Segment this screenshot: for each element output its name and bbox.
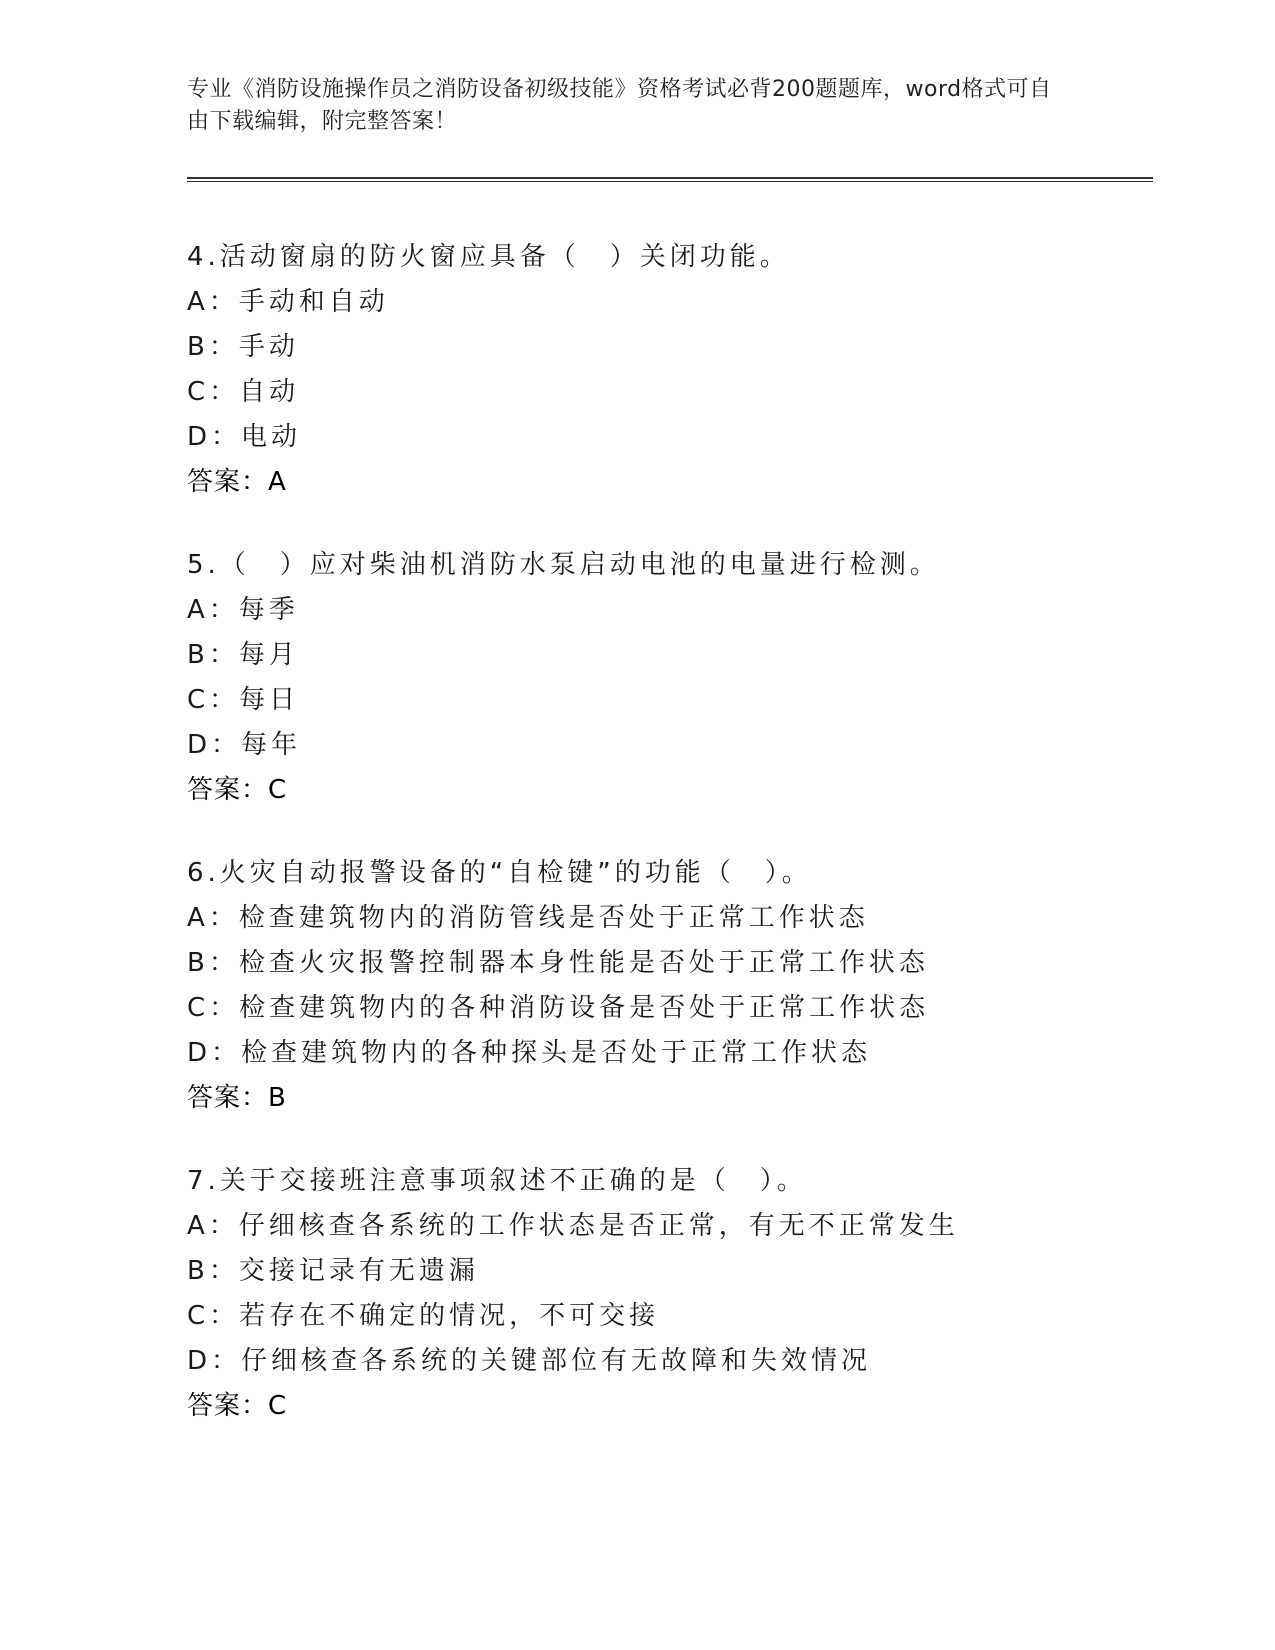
- option-a: A：仔细核查各系统的工作状态是否正常，有无不正常发生: [187, 1211, 959, 1241]
- answer-label: 答案：A: [187, 467, 287, 497]
- question-stem: 4.活动窗扇的防火窗应具备（ ）关闭功能。: [187, 242, 790, 272]
- option-b: B：手动: [187, 332, 299, 362]
- question-stem: 5.（ ）应对柴油机消防水泵启动电池的电量进行检测。: [187, 550, 940, 580]
- answer-label: 答案：B: [187, 1083, 287, 1113]
- question-item-7: [187, 1159, 1147, 1429]
- answer-label: 答案：C: [187, 1391, 288, 1421]
- option-c: C：每日: [187, 685, 300, 715]
- header-divider: [187, 177, 1153, 182]
- question-stem: 7.关于交接班注意事项叙述不正确的是（ ）。: [187, 1166, 807, 1196]
- option-c: C：检查建筑物内的各种消防设备是否处于正常工作状态: [187, 993, 930, 1023]
- question-item-6: [187, 851, 1147, 1121]
- option-c: C：自动: [187, 377, 300, 407]
- question-item-5: [187, 543, 1147, 813]
- option-b: B：每月: [187, 640, 299, 670]
- option-d: D：电动: [187, 422, 302, 452]
- option-a: A：每季: [187, 595, 299, 625]
- option-d: D：仔细核查各系统的关键部位有无故障和失效情况: [187, 1346, 872, 1376]
- option-d: D：每年: [187, 730, 302, 760]
- question-stem: 6.火灾自动报警设备的“自检键”的功能（ ）。: [187, 858, 812, 888]
- option-a: A：手动和自动: [187, 287, 389, 317]
- option-a: A：检查建筑物内的消防管线是否处于正常工作状态: [187, 903, 869, 933]
- option-b: B：交接记录有无遗漏: [187, 1256, 479, 1286]
- option-d: D：检查建筑物内的各种探头是否处于正常工作状态: [187, 1038, 872, 1068]
- document-header: 专业《消防设施操作员之消防设备初级技能》资格考试必背200题题库，word格式可自由下载编辑，附完整答案！: [187, 77, 1052, 134]
- question-item-4: [187, 235, 1147, 505]
- option-b: B：检查火灾报警控制器本身性能是否处于正常工作状态: [187, 948, 929, 978]
- answer-label: 答案：C: [187, 775, 288, 805]
- option-c: C：若存在不确定的情况，不可交接: [187, 1301, 660, 1331]
- question-list: [187, 235, 1147, 1467]
